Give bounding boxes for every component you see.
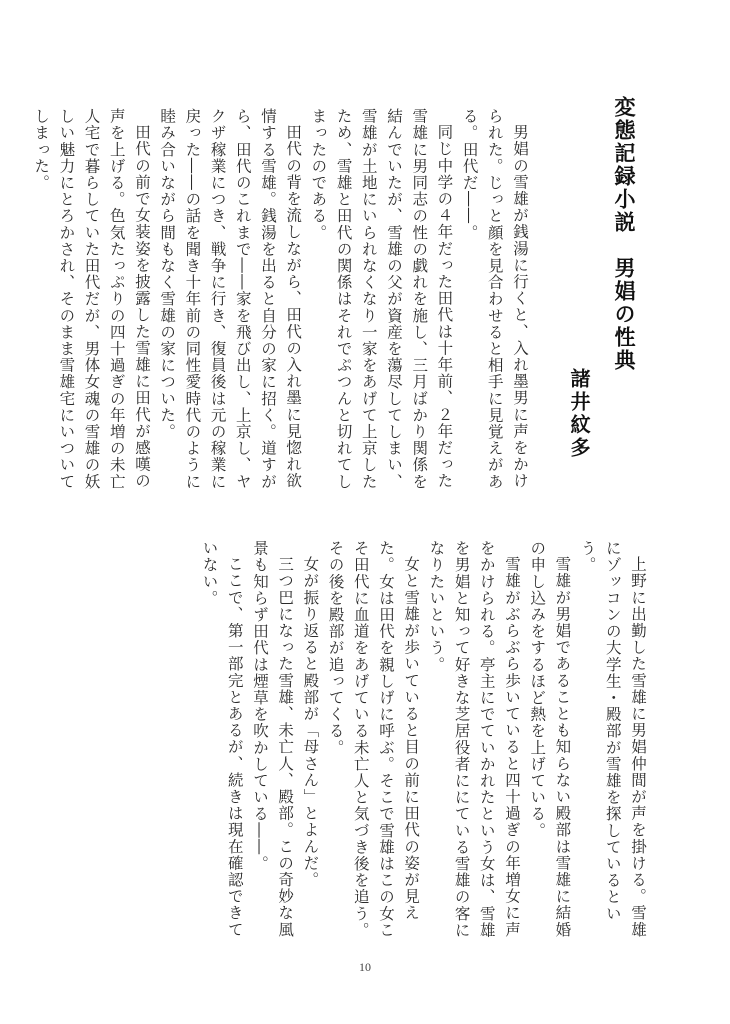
paragraph: 田代の前で女装姿を披露した雪雄に田代が感嘆の声を上げる。色気たっぷりの四十過ぎの年増の未亡人宅で暮らしていた田代だが、男体女魂の雪雄の妖しい魅力にとろかされ、そのまま雪雄宅にいついてしまった。 bbox=[32, 108, 151, 490]
paragraph: 男娼の雪雄が銭湯に行くと、入れ墨男に声をかけられた。じっと顔を見合わせると相手に見覚えがある。田代だ――。 bbox=[460, 108, 529, 490]
page-title: 変態記録小説 男娼の性典 bbox=[612, 96, 636, 372]
paragraph: 女が振り返ると殿部が「母さん」とよんだ。 bbox=[301, 555, 320, 888]
paragraph: 三つ巴になった雪雄、未亡人、殿部。この奇妙な風景も知らず田代は煙草を吹かしている――。 bbox=[250, 540, 295, 938]
paragraph: 同じ中学の４年だった田代は十年前、２年だった雪雄に男同志の性の戯れを施し、三月ばかり関係を結んでいたが、雪雄の父が資産を蕩尽してしまい、雪雄が土地にいられなくなり一家をあげて上京したため、雪雄と田代の関係はそれでぷつんと切れてしまったのである。 bbox=[309, 108, 454, 490]
paragraph: 上野に出勤した雪雄に男娼仲間が声を掛ける。雪雄にゾッコンの大学生・殿部が雪雄を探しているという。 bbox=[578, 540, 647, 938]
paragraph: 雪雄が男娼であることも知らない殿部は雪雄に結婚の申し込みをするほど熱を上げている。 bbox=[528, 540, 572, 938]
body-text-bottom bbox=[200, 540, 650, 950]
body-text-top bbox=[32, 108, 532, 500]
paragraph: ここで、第一部完とあるが、続きは現在確認できていない。 bbox=[200, 540, 244, 938]
author-name: 諸井紋多 bbox=[567, 368, 591, 460]
paragraph: 雪雄がぶらぶら歩いていると四十過ぎの年増女に声をかけられる。亭主にでていかれたという女は、雪雄を男娼と知って好きな芝居役者ににている雪雄の客になりたいという。 bbox=[427, 540, 521, 939]
paragraph: 女と雪雄が歩いていると目の前に田代の姿が見えた。女は田代を親しげに呼ぶ。そこで雪雄はこの女こそ田代に血道をあげている未亡人と気づき後を追う。その後を殿部が追ってくる。 bbox=[326, 540, 421, 939]
paragraph: 田代の背を流しながら、田代の入れ墨に見惚れ欲情する雪雄。銭湯を出ると自分の家に招く。道すがら、田代のこれまで――家を飛び出し、上京し、ヤクザ稼業につき、戦争に行き、復員後は元の稼業に戻った――の話を聞き十年前の同性愛時代のように睦み合いながら間もなく雪雄の家についた。 bbox=[158, 108, 303, 490]
page-number: 10 bbox=[359, 960, 371, 974]
